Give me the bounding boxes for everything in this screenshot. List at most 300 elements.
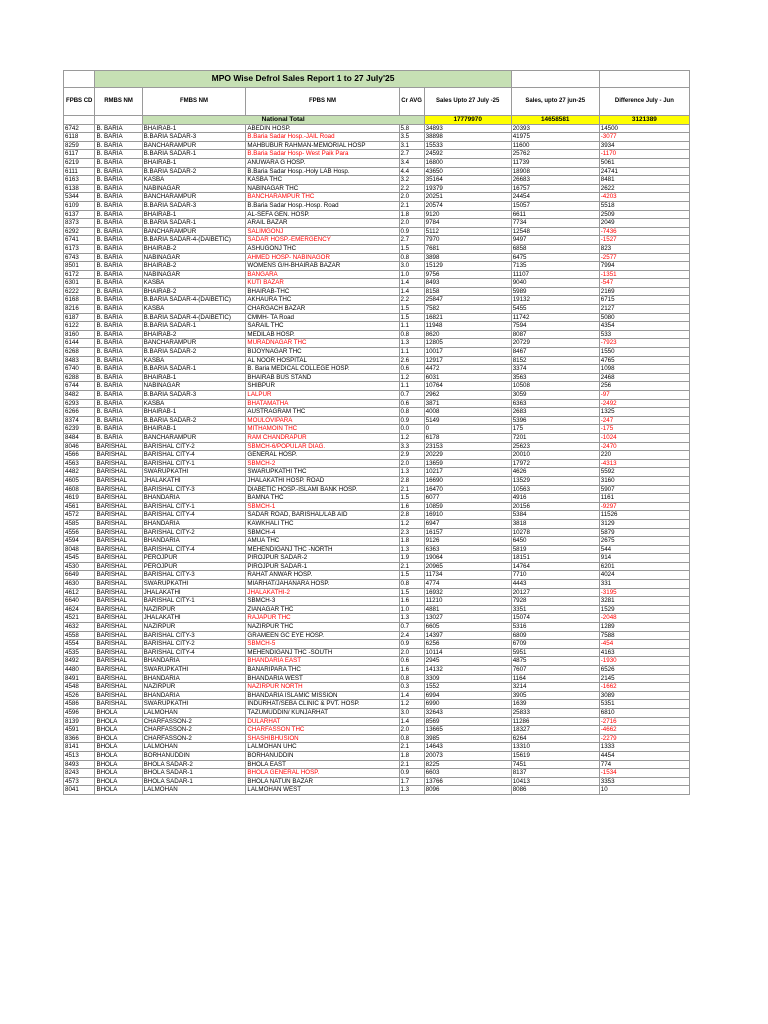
table-row [64,708,690,717]
sales-july-cell: 13659 [424,459,511,468]
sales-june-cell: 26683 [511,176,599,185]
difference-cell: -1662 [599,683,689,692]
cr-avg-cell: 2.6 [399,356,424,365]
table-row [64,270,690,279]
fmbs-name-cell: BHOLA SADAR-1 [142,769,246,778]
difference-cell: 823 [599,244,689,253]
sales-july-cell: 16821 [424,313,511,322]
fpbs-code-cell: 4566 [64,451,95,460]
sales-july-cell: 20251 [424,193,511,202]
fpbs-code-cell: 4482 [64,468,95,477]
sales-june-cell: 4916 [511,494,599,503]
cr-avg-cell: 1.9 [399,554,424,563]
fpbs-code-cell: 6173 [64,244,95,253]
fpbs-code-cell: 4585 [64,519,95,528]
fmbs-name-cell: BHAIRAB-1 [142,425,246,434]
fpbs-name-cell: BAMNA THC [246,494,399,503]
fpbs-code-cell: 8501 [64,262,95,271]
fpbs-code-cell: 6222 [64,287,95,296]
cr-avg-cell: 3.0 [399,262,424,271]
fpbs-code-cell: 6744 [64,382,95,391]
fpbs-code-cell: 8048 [64,545,95,554]
fmbs-name-cell: B.BARIA SADAR-1 [142,150,246,159]
sales-july-cell: 19379 [424,184,511,193]
fmbs-name-cell: BANCHARAMPUR [142,227,246,236]
fpbs-name-cell: BHANDARIA EAST [246,657,399,666]
fpbs-name-cell: BHOLA NATUN BAZAR [246,777,399,786]
header-difference: Difference July - Jun [599,88,689,116]
sales-june-cell: 5951 [511,648,599,657]
fpbs-code-cell: 4594 [64,537,95,546]
sales-july-cell: 6990 [424,700,511,709]
sales-june-cell: 11286 [511,717,599,726]
fpbs-name-cell: MEHENDIGANJ THC -NORTH [246,545,399,554]
cr-avg-cell: 1.1 [399,322,424,331]
fpbs-name-cell: SHIBPUR [246,382,399,391]
rmbs-name-cell: B. BARIA [95,296,142,305]
sales-july-cell: 6947 [424,519,511,528]
fpbs-code-cell: 4573 [64,777,95,786]
rmbs-name-cell: BARISHAL [95,571,142,580]
rmbs-name-cell: B. BARIA [95,399,142,408]
cr-avg-cell: 2.1 [399,743,424,752]
fpbs-code-cell: 8046 [64,442,95,451]
difference-cell: 11526 [599,511,689,520]
fmbs-name-cell: BARISHAL CITY-4 [142,648,246,657]
rmbs-name-cell: B. BARIA [95,184,142,193]
sales-july-cell: 20229 [424,451,511,460]
fmbs-name-cell: B.BARIA SADAR-4-(DAIBETIC) [142,313,246,322]
cr-avg-cell: 1.5 [399,244,424,253]
rmbs-name-cell: BARISHAL [95,554,142,563]
cr-avg-cell: 1.8 [399,210,424,219]
fpbs-code-cell: 6266 [64,408,95,417]
sales-june-cell: 7594 [511,322,599,331]
blank-cell [511,71,599,88]
fpbs-code-cell: 6137 [64,210,95,219]
rmbs-name-cell: BARISHAL [95,640,142,649]
cr-avg-cell: 4.4 [399,167,424,176]
rmbs-name-cell: B. BARIA [95,382,142,391]
fmbs-name-cell: BARISHAL CITY-4 [142,511,246,520]
cr-avg-cell: 0.3 [399,683,424,692]
rmbs-name-cell: B. BARIA [95,425,142,434]
rmbs-name-cell: B. BARIA [95,373,142,382]
sales-july-cell: 11948 [424,322,511,331]
fpbs-name-cell: AL-SEFA GEN. HOSP. [246,210,399,219]
table-row [64,141,690,150]
rmbs-name-cell: BHOLA [95,769,142,778]
sales-july-cell: 12917 [424,356,511,365]
sales-june-cell: 14764 [511,562,599,571]
cr-avg-cell: 2.0 [399,459,424,468]
fmbs-name-cell: BANCHARAMPUR [142,141,246,150]
difference-cell: -2048 [599,614,689,623]
sales-july-cell: 10017 [424,348,511,357]
difference-cell: 1289 [599,623,689,632]
sales-june-cell: 15074 [511,614,599,623]
fmbs-name-cell: LALMOHAN [142,708,246,717]
fpbs-name-cell: LALMOHAN UHC [246,743,399,752]
fmbs-name-cell: BORHANUDDIN [142,751,246,760]
fmbs-name-cell: BARISHAL CITY-1 [142,502,246,511]
sales-june-cell: 2683 [511,408,599,417]
fmbs-name-cell: BHANDARIA [142,519,246,528]
fpbs-code-cell: 6138 [64,184,95,193]
sales-june-cell: 6809 [511,631,599,640]
sales-june-cell: 5384 [511,511,599,520]
difference-cell: 10 [599,786,689,795]
sales-july-cell: 16932 [424,588,511,597]
difference-cell: -1930 [599,657,689,666]
difference-cell: 2169 [599,287,689,296]
rmbs-name-cell: B. BARIA [95,158,142,167]
sales-june-cell: 11600 [511,141,599,150]
sales-june-cell: 25623 [511,442,599,451]
sales-july-cell: 14397 [424,631,511,640]
fmbs-name-cell: B.BARIA SADAR-2 [142,348,246,357]
fpbs-code-cell: 4526 [64,691,95,700]
difference-cell: 4354 [599,322,689,331]
blank-cell [64,116,95,125]
table-row [64,356,690,365]
fpbs-name-cell: B.Baria Sadar Hosp.-Holy LAB Hosp. [246,167,399,176]
table-row [64,511,690,520]
fmbs-name-cell: KASBA [142,305,246,314]
table-row [64,648,690,657]
fpbs-name-cell: SBMCH-3 [246,597,399,606]
cr-avg-cell: 1.3 [399,614,424,623]
sales-july-cell: 13665 [424,726,511,735]
rmbs-name-cell: B. BARIA [95,193,142,202]
sales-june-cell: 7710 [511,571,599,580]
sales-june-cell: 17972 [511,459,599,468]
sales-june-cell: 1164 [511,674,599,683]
blank-cell [599,71,689,88]
cr-avg-cell: 1.5 [399,305,424,314]
fpbs-name-cell: BORHANUDDIN [246,751,399,760]
rmbs-name-cell: B. BARIA [95,176,142,185]
cr-avg-cell: 0.9 [399,416,424,425]
sales-july-cell: 14643 [424,743,511,752]
fpbs-code-cell: 8141 [64,743,95,752]
difference-cell: 533 [599,330,689,339]
table-row [64,399,690,408]
fmbs-name-cell: BHAIRAB-1 [142,158,246,167]
sales-june-cell: 6709 [511,640,599,649]
fmbs-name-cell: BARISHAL CITY-1 [142,459,246,468]
sales-july-cell: 10217 [424,468,511,477]
cr-avg-cell: 0.9 [399,769,424,778]
cr-avg-cell: 2.1 [399,760,424,769]
fmbs-name-cell: B.BARIA SADAR-4-(DAIBETIC) [142,236,246,245]
rmbs-name-cell: B. BARIA [95,244,142,253]
fpbs-name-cell: SBMCH-4 [246,528,399,537]
table-row [64,330,690,339]
header-cr-avg: Cr AVG [399,88,424,116]
cr-avg-cell: 2.8 [399,476,424,485]
sales-june-cell: 8086 [511,786,599,795]
fpbs-name-cell: ASHUGONJ THC [246,244,399,253]
rmbs-name-cell: B. BARIA [95,219,142,228]
sales-july-cell: 4774 [424,580,511,589]
fmbs-name-cell: BANCHARAMPUR [142,339,246,348]
fmbs-name-cell: B.BARIA SADAR-1 [142,365,246,374]
cr-avg-cell: 1.4 [399,691,424,700]
difference-cell: 1550 [599,348,689,357]
rmbs-name-cell: B. BARIA [95,253,142,262]
table-row [64,210,690,219]
table-row [64,468,690,477]
fpbs-code-cell: 8366 [64,734,95,743]
rmbs-name-cell: BHOLA [95,777,142,786]
sales-june-cell: 5316 [511,623,599,632]
rmbs-name-cell: BHOLA [95,760,142,769]
rmbs-name-cell: BARISHAL [95,666,142,675]
table-row [64,391,690,400]
rmbs-name-cell: BHOLA [95,751,142,760]
fmbs-name-cell: BHANDARIA [142,494,246,503]
fpbs-name-cell: ARAIL BAZAR [246,219,399,228]
fmbs-name-cell: BHAIRAB-1 [142,373,246,382]
sales-july-cell: 8096 [424,786,511,795]
fmbs-name-cell: B.BARIA SADAR-2 [142,416,246,425]
header-fmbs-nm: FMBS NM [142,88,246,116]
cr-avg-cell: 1.2 [399,373,424,382]
sales-june-cell: 9040 [511,279,599,288]
fpbs-code-cell: 6743 [64,253,95,262]
table-row [64,305,690,314]
difference-cell: -4203 [599,193,689,202]
table-row [64,554,690,563]
sales-june-cell: 5819 [511,545,599,554]
fmbs-name-cell: SWARUPKATHI [142,468,246,477]
fpbs-code-cell: 8041 [64,786,95,795]
rmbs-name-cell: BARISHAL [95,631,142,640]
table-row [64,133,690,142]
rmbs-name-cell: B. BARIA [95,313,142,322]
sales-july-cell: 24592 [424,150,511,159]
rmbs-name-cell: B. BARIA [95,279,142,288]
fmbs-name-cell: SWARUPKATHI [142,580,246,589]
fpbs-code-cell: 4630 [64,580,95,589]
sales-july-cell: 5149 [424,416,511,425]
rmbs-name-cell: B. BARIA [95,322,142,331]
difference-cell: 220 [599,451,689,460]
header-rmbs-nm: RMBS NM [95,88,142,116]
fpbs-name-cell: B.Baria Sadar Hosp.-JAIL Road [246,133,399,142]
difference-cell: 4765 [599,356,689,365]
fpbs-name-cell: NAZIRPUR NORTH [246,683,399,692]
sales-july-cell: 9120 [424,210,511,219]
cr-avg-cell: 1.3 [399,545,424,554]
rmbs-name-cell: BARISHAL [95,657,142,666]
sales-july-cell: 16910 [424,511,511,520]
difference-cell: 2622 [599,184,689,193]
fmbs-name-cell: NABINAGAR [142,253,246,262]
fpbs-name-cell: AKHAURA THC [246,296,399,305]
sales-june-cell: 3059 [511,391,599,400]
header-sales-june: Sales, upto 27 jun-25 [511,88,599,116]
sales-june-cell: 11107 [511,270,599,279]
cr-avg-cell: 2.0 [399,193,424,202]
difference-cell: -2279 [599,734,689,743]
fmbs-name-cell: BANCHARAMPUR [142,193,246,202]
cr-avg-cell: 0.8 [399,330,424,339]
cr-avg-cell: 1.2 [399,700,424,709]
table-row [64,760,690,769]
sales-june-cell: 20156 [511,502,599,511]
sales-july-cell: 1552 [424,683,511,692]
table-row [64,502,690,511]
fpbs-name-cell: SADAR HOSP.-EMERGENCY [246,236,399,245]
fpbs-name-cell: RAM CHANDRAPUR [246,433,399,442]
fpbs-code-cell: 8160 [64,330,95,339]
rmbs-name-cell: BHOLA [95,708,142,717]
fpbs-name-cell: INDURHAT/SEBA CLINIC & PVT. HOSP. [246,700,399,709]
cr-avg-cell: 0.7 [399,391,424,400]
sales-july-cell: 6077 [424,494,511,503]
sales-june-cell: 4443 [511,580,599,589]
fpbs-code-cell: 4624 [64,605,95,614]
fpbs-code-cell: 6740 [64,365,95,374]
cr-avg-cell: 1.1 [399,348,424,357]
fpbs-name-cell: LALPUR [246,391,399,400]
fpbs-code-cell: 4608 [64,485,95,494]
table-row [64,287,690,296]
fpbs-code-cell: 6293 [64,399,95,408]
table-row [64,614,690,623]
sales-june-cell: 6611 [511,210,599,219]
sales-june-cell: 20010 [511,451,599,460]
fpbs-code-cell: 8216 [64,305,95,314]
sales-july-cell: 11734 [424,571,511,580]
fmbs-name-cell: NAZIRPUR [142,683,246,692]
cr-avg-cell: 1.6 [399,666,424,675]
rmbs-name-cell: B. BARIA [95,348,142,357]
sales-july-cell: 4472 [424,365,511,374]
fpbs-name-cell: MITHAMOIN THC [246,425,399,434]
cr-avg-cell: 2.7 [399,150,424,159]
sales-july-cell: 4881 [424,605,511,614]
difference-cell: 5907 [599,485,689,494]
sales-june-cell: 11739 [511,158,599,167]
difference-cell: 6810 [599,708,689,717]
fmbs-name-cell: NAZIRPUR [142,623,246,632]
fpbs-code-cell: 8484 [64,433,95,442]
difference-cell: -9297 [599,502,689,511]
sales-june-cell: 15057 [511,201,599,210]
fpbs-code-cell: 6163 [64,176,95,185]
sales-july-cell: 15533 [424,141,511,150]
fpbs-code-cell: 6109 [64,201,95,210]
fpbs-name-cell: BHAIRAB-THC [246,287,399,296]
table-row [64,451,690,460]
rmbs-name-cell: BARISHAL [95,545,142,554]
table-row [64,786,690,795]
table-row [64,545,690,554]
sales-july-cell: 10859 [424,502,511,511]
fpbs-code-cell: 4513 [64,751,95,760]
table-row [64,734,690,743]
cr-avg-cell: 0.7 [399,623,424,632]
fpbs-code-cell: 6219 [64,158,95,167]
fpbs-code-cell: 4612 [64,588,95,597]
fmbs-name-cell: BHANDARIA [142,691,246,700]
fpbs-code-cell: 6649 [64,571,95,580]
sales-july-cell: 9756 [424,270,511,279]
fpbs-name-cell: SHASHIBHUSION [246,734,399,743]
sales-july-cell: 3871 [424,399,511,408]
fmbs-name-cell: BARISHAL CITY-2 [142,528,246,537]
rmbs-name-cell: B. BARIA [95,150,142,159]
fpbs-code-cell: 6172 [64,270,95,279]
fpbs-code-cell: 4561 [64,502,95,511]
fmbs-name-cell: BARISHAL CITY-3 [142,631,246,640]
difference-cell: 5061 [599,158,689,167]
sales-july-cell: 11210 [424,597,511,606]
title-row [64,71,690,88]
fpbs-name-cell: AMUA THC [246,537,399,546]
fmbs-name-cell: NABINAGAR [142,270,246,279]
sales-july-cell: 9784 [424,219,511,228]
sales-july-cell: 6605 [424,623,511,632]
cr-avg-cell: 0.9 [399,227,424,236]
rmbs-name-cell: BARISHAL [95,700,142,709]
fpbs-name-cell: GENERAL HOSP. [246,451,399,460]
sales-july-cell: 10764 [424,382,511,391]
difference-cell: 2145 [599,674,689,683]
table-row [64,519,690,528]
difference-cell: -7923 [599,339,689,348]
fmbs-name-cell: NABINAGAR [142,382,246,391]
sales-july-cell: 16690 [424,476,511,485]
fpbs-name-cell: BANGARA [246,270,399,279]
sales-july-cell: 8569 [424,717,511,726]
fmbs-name-cell: SWARUPKATHI [142,700,246,709]
table-row [64,597,690,606]
cr-avg-cell: 2.0 [399,726,424,735]
header-fpbs-nm: FPBS NM [246,88,399,116]
fpbs-code-cell: 4556 [64,528,95,537]
fmbs-name-cell: BHAIRAB-1 [142,408,246,417]
cr-avg-cell: 2.3 [399,528,424,537]
cr-avg-cell: 1.6 [399,597,424,606]
difference-cell: -2577 [599,253,689,262]
national-total-label: National Total [142,116,424,125]
rmbs-name-cell: BARISHAL [95,502,142,511]
report-title: MPO Wise Defrol Sales Report 1 to 27 July'25 [95,71,511,88]
cr-avg-cell: 2.0 [399,219,424,228]
difference-cell: -4662 [599,726,689,735]
sales-june-cell: 10563 [511,485,599,494]
fmbs-name-cell: BHAIRAB-2 [142,287,246,296]
difference-cell: 3934 [599,141,689,150]
fmbs-name-cell: BHOLA SADAR-1 [142,777,246,786]
fmbs-name-cell: BARISHAL CITY-2 [142,640,246,649]
sales-july-cell: 43650 [424,167,511,176]
difference-cell: 774 [599,760,689,769]
difference-cell: 1333 [599,743,689,752]
cr-avg-cell: 2.9 [399,451,424,460]
table-row [64,253,690,262]
sales-july-cell: 32643 [424,708,511,717]
rmbs-name-cell: BARISHAL [95,580,142,589]
cr-avg-cell: 1.3 [399,786,424,795]
fpbs-code-cell: 8493 [64,760,95,769]
fpbs-name-cell: BHANDARIA WEST [246,674,399,683]
difference-cell: -7436 [599,227,689,236]
